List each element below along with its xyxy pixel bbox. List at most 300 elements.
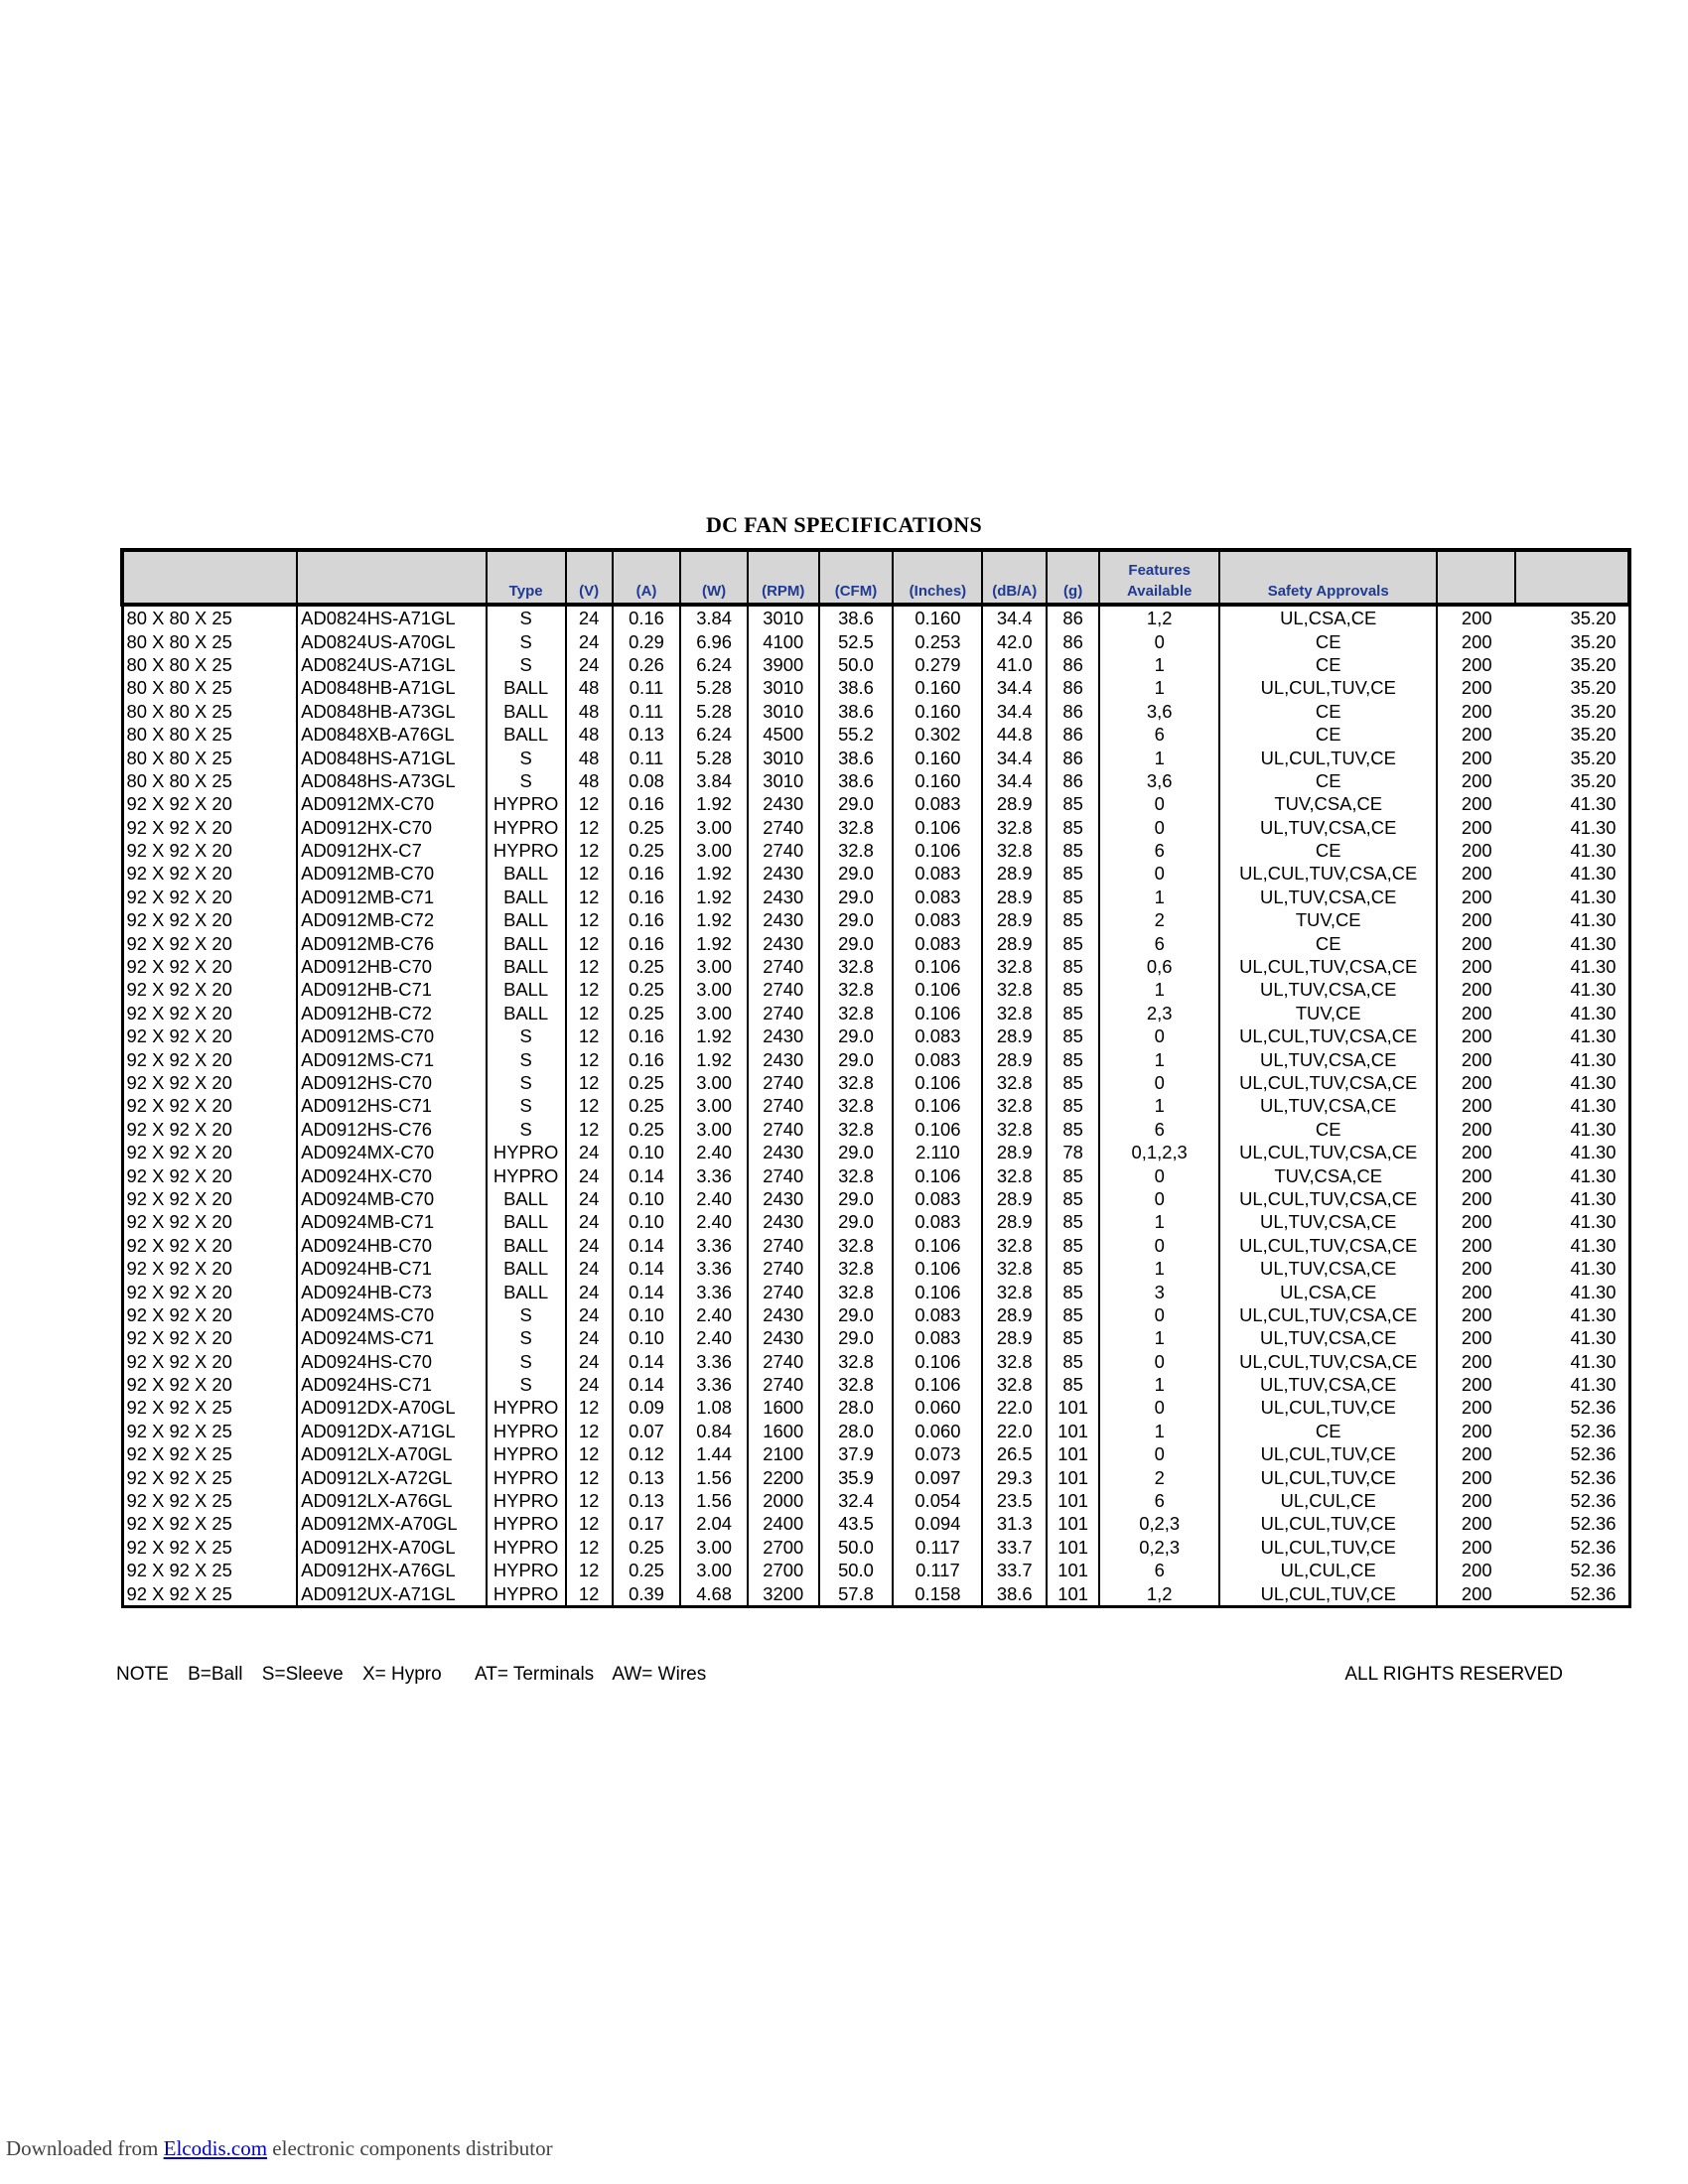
cell-amps: 0.16 — [613, 931, 681, 954]
cell-type: S — [487, 769, 566, 792]
table-row — [122, 1489, 1629, 1512]
cell-safety: UL,TUV,CSA,CE — [1219, 978, 1437, 1001]
cell-noise: 32.8 — [982, 1350, 1047, 1373]
cell-weight: 78 — [1047, 1141, 1099, 1163]
cell-pressure: 2.110 — [893, 1141, 982, 1163]
table-row — [122, 1002, 1629, 1024]
cell-qty: 200 — [1437, 1234, 1515, 1257]
cell-volts: 48 — [566, 700, 613, 723]
cell-safety: UL,TUV,CSA,CE — [1219, 1094, 1437, 1117]
cell-rpm: 3200 — [748, 1581, 819, 1606]
table-row — [122, 862, 1629, 885]
cell-safety: CE — [1219, 653, 1437, 676]
table-row — [122, 1024, 1629, 1047]
cell-type: HYPRO — [487, 1559, 566, 1581]
cell-model: AD0912DX-A71GL — [297, 1420, 487, 1442]
cell-rpm: 3010 — [748, 676, 819, 699]
table-row — [122, 1094, 1629, 1117]
cell-volts: 12 — [566, 886, 613, 908]
table-row — [122, 700, 1629, 723]
cell-type: S — [487, 1326, 566, 1349]
cell-pressure: 0.106 — [893, 1002, 982, 1024]
table-header-row — [122, 550, 1629, 605]
cell-qty: 200 — [1437, 1536, 1515, 1559]
table-row — [122, 1420, 1629, 1442]
cell-type: BALL — [487, 1210, 566, 1233]
cell-qty: 200 — [1437, 653, 1515, 676]
cell-type: S — [487, 1024, 566, 1047]
cell-features: 1 — [1099, 1094, 1219, 1117]
cell-weight: 86 — [1047, 769, 1099, 792]
cell-model: AD0848XB-A76GL — [297, 723, 487, 746]
header-safety: Safety Approvals — [1219, 550, 1437, 605]
cell-features: 6 — [1099, 1489, 1219, 1512]
cell-features: 0 — [1099, 1071, 1219, 1094]
cell-amps: 0.14 — [613, 1234, 681, 1257]
cell-cfm: 38.6 — [819, 676, 894, 699]
cell-pressure: 0.083 — [893, 1187, 982, 1210]
cell-weight: 85 — [1047, 1280, 1099, 1302]
cell-model: AD0912MS-C70 — [297, 1024, 487, 1047]
cell-safety: CE — [1219, 931, 1437, 954]
cell-volts: 24 — [566, 1350, 613, 1373]
cell-qty: 200 — [1437, 1071, 1515, 1094]
cell-weight: 86 — [1047, 746, 1099, 768]
cell-cfm: 32.8 — [819, 1350, 894, 1373]
cell-cfm: 29.0 — [819, 931, 894, 954]
cell-pressure: 0.106 — [893, 1071, 982, 1094]
cell-qty: 200 — [1437, 1303, 1515, 1326]
cell-weight: 85 — [1047, 1234, 1099, 1257]
cell-amps: 0.16 — [613, 1047, 681, 1070]
cell-price: 52.36 — [1515, 1489, 1629, 1512]
cell-cfm: 52.5 — [819, 629, 894, 652]
cell-cfm: 38.6 — [819, 769, 894, 792]
cell-type: S — [487, 1350, 566, 1373]
cell-pressure: 0.097 — [893, 1465, 982, 1488]
cell-features: 0 — [1099, 1024, 1219, 1047]
cell-noise: 28.9 — [982, 1303, 1047, 1326]
cell-weight: 85 — [1047, 1118, 1099, 1141]
cell-watts: 1.56 — [680, 1465, 748, 1488]
cell-watts: 3.36 — [680, 1163, 748, 1186]
cell-qty: 200 — [1437, 908, 1515, 931]
elcodis-link[interactable]: Elcodis.com — [163, 2136, 268, 2160]
header-amps: (A) — [613, 550, 681, 605]
cell-size: 92 X 92 X 25 — [122, 1559, 297, 1581]
cell-price: 35.20 — [1515, 700, 1629, 723]
cell-features: 1 — [1099, 746, 1219, 768]
cell-watts: 3.00 — [680, 1559, 748, 1581]
cell-size: 92 X 92 X 20 — [122, 886, 297, 908]
cell-model: AD0924HB-C70 — [297, 1234, 487, 1257]
cell-cfm: 50.0 — [819, 1536, 894, 1559]
cell-price: 41.30 — [1515, 1326, 1629, 1349]
cell-model: AD0912MB-C72 — [297, 908, 487, 931]
cell-type: HYPRO — [487, 1141, 566, 1163]
cell-cfm: 32.8 — [819, 1257, 894, 1280]
cell-weight: 101 — [1047, 1465, 1099, 1488]
cell-model: AD0924MB-C71 — [297, 1210, 487, 1233]
cell-weight: 86 — [1047, 700, 1099, 723]
table-row — [122, 1187, 1629, 1210]
cell-qty: 200 — [1437, 700, 1515, 723]
table-row — [122, 746, 1629, 768]
cell-cfm: 32.8 — [819, 816, 894, 839]
cell-weight: 85 — [1047, 1094, 1099, 1117]
cell-qty: 200 — [1437, 1163, 1515, 1186]
cell-safety: UL,TUV,CSA,CE — [1219, 886, 1437, 908]
cell-volts: 24 — [566, 629, 613, 652]
cell-pressure: 0.106 — [893, 1373, 982, 1396]
cell-amps: 0.11 — [613, 746, 681, 768]
cell-type: HYPRO — [487, 839, 566, 862]
cell-price: 35.20 — [1515, 676, 1629, 699]
cell-volts: 12 — [566, 978, 613, 1001]
cell-qty: 200 — [1437, 1489, 1515, 1512]
cell-qty: 200 — [1437, 1581, 1515, 1606]
header-size — [122, 550, 297, 605]
cell-model: AD0912LX-A70GL — [297, 1442, 487, 1465]
header-cfm: (CFM) — [819, 550, 894, 605]
cell-watts: 3.00 — [680, 816, 748, 839]
header-pressure: (Inches) — [893, 550, 982, 605]
cell-features: 2 — [1099, 1465, 1219, 1488]
cell-watts: 3.36 — [680, 1373, 748, 1396]
cell-size: 92 X 92 X 20 — [122, 1002, 297, 1024]
cell-pressure: 0.106 — [893, 1094, 982, 1117]
cell-model: AD0824US-A71GL — [297, 653, 487, 676]
cell-safety: UL,TUV,CSA,CE — [1219, 1326, 1437, 1349]
cell-pressure: 0.083 — [893, 1210, 982, 1233]
cell-qty: 200 — [1437, 1002, 1515, 1024]
cell-weight: 85 — [1047, 931, 1099, 954]
cell-type: S — [487, 1071, 566, 1094]
cell-volts: 12 — [566, 955, 613, 978]
cell-noise: 34.4 — [982, 605, 1047, 629]
cell-rpm: 1600 — [748, 1396, 819, 1419]
cell-weight: 85 — [1047, 1350, 1099, 1373]
cell-type: HYPRO — [487, 1581, 566, 1606]
cell-cfm: 29.0 — [819, 862, 894, 885]
cell-model: AD0912HB-C70 — [297, 955, 487, 978]
cell-qty: 200 — [1437, 1280, 1515, 1302]
cell-type: BALL — [487, 1234, 566, 1257]
cell-volts: 48 — [566, 746, 613, 768]
cell-amps: 0.13 — [613, 1489, 681, 1512]
cell-size: 92 X 92 X 20 — [122, 978, 297, 1001]
cell-safety: UL,TUV,CSA,CE — [1219, 1373, 1437, 1396]
cell-noise: 28.9 — [982, 1141, 1047, 1163]
cell-safety: UL,TUV,CSA,CE — [1219, 1257, 1437, 1280]
cell-size: 80 X 80 X 25 — [122, 723, 297, 746]
cell-amps: 0.25 — [613, 1071, 681, 1094]
cell-price: 41.30 — [1515, 792, 1629, 815]
cell-volts: 24 — [566, 1141, 613, 1163]
cell-safety: UL,TUV,CSA,CE — [1219, 816, 1437, 839]
table-row — [122, 886, 1629, 908]
cell-rpm: 2430 — [748, 792, 819, 815]
table-row — [122, 1536, 1629, 1559]
cell-pressure: 0.106 — [893, 1234, 982, 1257]
cell-weight: 85 — [1047, 1326, 1099, 1349]
cell-watts: 0.84 — [680, 1420, 748, 1442]
cell-size: 92 X 92 X 20 — [122, 839, 297, 862]
cell-weight: 85 — [1047, 1187, 1099, 1210]
cell-model: AD0848HB-A71GL — [297, 676, 487, 699]
cell-model: AD0912MX-C70 — [297, 792, 487, 815]
cell-price: 41.30 — [1515, 955, 1629, 978]
cell-rpm: 2400 — [748, 1512, 819, 1535]
cell-size: 92 X 92 X 25 — [122, 1442, 297, 1465]
cell-features: 0,2,3 — [1099, 1536, 1219, 1559]
cell-cfm: 29.0 — [819, 1303, 894, 1326]
cell-pressure: 0.106 — [893, 1350, 982, 1373]
table-row — [122, 908, 1629, 931]
cell-price: 41.30 — [1515, 1280, 1629, 1302]
cell-cfm: 43.5 — [819, 1512, 894, 1535]
cell-noise: 32.8 — [982, 1373, 1047, 1396]
cell-amps: 0.09 — [613, 1396, 681, 1419]
cell-watts: 3.84 — [680, 769, 748, 792]
cell-pressure: 0.106 — [893, 839, 982, 862]
cell-volts: 12 — [566, 839, 613, 862]
cell-volts: 24 — [566, 1257, 613, 1280]
cell-size: 92 X 92 X 20 — [122, 1373, 297, 1396]
cell-amps: 0.16 — [613, 792, 681, 815]
cell-price: 52.36 — [1515, 1396, 1629, 1419]
cell-features: 6 — [1099, 931, 1219, 954]
cell-amps: 0.13 — [613, 723, 681, 746]
cell-features: 1,2 — [1099, 1581, 1219, 1606]
cell-rpm: 1600 — [748, 1420, 819, 1442]
cell-features: 0 — [1099, 1442, 1219, 1465]
cell-pressure: 0.060 — [893, 1420, 982, 1442]
cell-size: 92 X 92 X 25 — [122, 1420, 297, 1442]
cell-size: 92 X 92 X 20 — [122, 816, 297, 839]
cell-amps: 0.16 — [613, 1024, 681, 1047]
cell-watts: 3.84 — [680, 605, 748, 629]
cell-rpm: 2740 — [748, 978, 819, 1001]
cell-noise: 28.9 — [982, 886, 1047, 908]
cell-features: 0,1,2,3 — [1099, 1141, 1219, 1163]
cell-amps: 0.14 — [613, 1257, 681, 1280]
download-footer — [6, 2136, 553, 2161]
cell-type: HYPRO — [487, 1442, 566, 1465]
cell-features: 6 — [1099, 1118, 1219, 1141]
cell-features: 0 — [1099, 1396, 1219, 1419]
cell-qty: 200 — [1437, 792, 1515, 815]
cell-noise: 34.4 — [982, 746, 1047, 768]
cell-model: AD0912HX-A70GL — [297, 1536, 487, 1559]
cell-model: AD0912HB-C71 — [297, 978, 487, 1001]
cell-watts: 4.68 — [680, 1581, 748, 1606]
cell-price: 41.30 — [1515, 1024, 1629, 1047]
cell-amps: 0.14 — [613, 1163, 681, 1186]
header-watts: (W) — [680, 550, 748, 605]
cell-noise: 42.0 — [982, 629, 1047, 652]
cell-safety: UL,CUL,TUV,CE — [1219, 746, 1437, 768]
cell-pressure: 0.083 — [893, 908, 982, 931]
cell-safety: UL,CUL,TUV,CSA,CE — [1219, 862, 1437, 885]
cell-price: 52.36 — [1515, 1536, 1629, 1559]
cell-weight: 85 — [1047, 839, 1099, 862]
cell-price: 35.20 — [1515, 769, 1629, 792]
cell-safety: CE — [1219, 1420, 1437, 1442]
cell-size: 92 X 92 X 20 — [122, 1280, 297, 1302]
cell-weight: 101 — [1047, 1396, 1099, 1419]
cell-weight: 86 — [1047, 653, 1099, 676]
cell-watts: 2.40 — [680, 1187, 748, 1210]
table-row — [122, 1350, 1629, 1373]
table-row — [122, 1326, 1629, 1349]
cell-type: HYPRO — [487, 1396, 566, 1419]
cell-features: 0 — [1099, 1350, 1219, 1373]
cell-weight: 86 — [1047, 676, 1099, 699]
cell-features: 0,6 — [1099, 955, 1219, 978]
cell-type: HYPRO — [487, 1465, 566, 1488]
cell-noise: 32.8 — [982, 839, 1047, 862]
cell-qty: 200 — [1437, 1559, 1515, 1581]
header-type: Type — [487, 550, 566, 605]
cell-model: AD0912HS-C70 — [297, 1071, 487, 1094]
cell-rpm: 2740 — [748, 1094, 819, 1117]
cell-model: AD0848HS-A71GL — [297, 746, 487, 768]
cell-watts: 1.92 — [680, 1024, 748, 1047]
cell-watts: 3.00 — [680, 1536, 748, 1559]
cell-noise: 32.8 — [982, 816, 1047, 839]
cell-amps: 0.25 — [613, 1559, 681, 1581]
table-row — [122, 1465, 1629, 1488]
table-row — [122, 1303, 1629, 1326]
cell-cfm: 29.0 — [819, 1326, 894, 1349]
cell-safety: TUV,CE — [1219, 908, 1437, 931]
cell-cfm: 38.6 — [819, 605, 894, 629]
table-body — [122, 605, 1629, 1606]
cell-features: 0 — [1099, 792, 1219, 815]
cell-noise: 34.4 — [982, 700, 1047, 723]
cell-model: AD0912HX-C70 — [297, 816, 487, 839]
cell-rpm: 2700 — [748, 1536, 819, 1559]
cell-size: 92 X 92 X 20 — [122, 1187, 297, 1210]
cell-rpm: 3010 — [748, 746, 819, 768]
cell-weight: 85 — [1047, 1163, 1099, 1186]
cell-type: S — [487, 1047, 566, 1070]
cell-model: AD0924HX-C70 — [297, 1163, 487, 1186]
cell-price: 41.30 — [1515, 1118, 1629, 1141]
cell-type: BALL — [487, 1002, 566, 1024]
cell-price: 41.30 — [1515, 1234, 1629, 1257]
note-label: NOTE — [116, 1664, 169, 1685]
cell-type: BALL — [487, 1280, 566, 1302]
cell-price: 41.30 — [1515, 886, 1629, 908]
cell-size: 80 X 80 X 25 — [122, 629, 297, 652]
cell-weight: 85 — [1047, 816, 1099, 839]
footer-suffix: electronic components distributor — [272, 2136, 553, 2160]
cell-cfm: 35.9 — [819, 1465, 894, 1488]
cell-price: 35.20 — [1515, 653, 1629, 676]
header-rpm: (RPM) — [748, 550, 819, 605]
cell-watts: 1.92 — [680, 792, 748, 815]
header-model — [297, 550, 487, 605]
cell-volts: 12 — [566, 931, 613, 954]
cell-qty: 200 — [1437, 1512, 1515, 1535]
cell-size: 92 X 92 X 20 — [122, 1163, 297, 1186]
cell-cfm: 55.2 — [819, 723, 894, 746]
cell-rpm: 3010 — [748, 700, 819, 723]
cell-features: 3,6 — [1099, 700, 1219, 723]
cell-price: 41.30 — [1515, 862, 1629, 885]
cell-size: 92 X 92 X 20 — [122, 792, 297, 815]
cell-qty: 200 — [1437, 769, 1515, 792]
cell-pressure: 0.106 — [893, 816, 982, 839]
cell-cfm: 38.6 — [819, 746, 894, 768]
cell-rpm: 2100 — [748, 1442, 819, 1465]
cell-watts: 3.36 — [680, 1234, 748, 1257]
cell-features: 0 — [1099, 1187, 1219, 1210]
cell-watts: 3.00 — [680, 839, 748, 862]
cell-watts: 5.28 — [680, 700, 748, 723]
cell-pressure: 0.106 — [893, 955, 982, 978]
cell-pressure: 0.083 — [893, 862, 982, 885]
cell-safety: CE — [1219, 629, 1437, 652]
cell-features: 2,3 — [1099, 1002, 1219, 1024]
cell-volts: 12 — [566, 1002, 613, 1024]
cell-cfm: 29.0 — [819, 1210, 894, 1233]
cell-watts: 1.08 — [680, 1396, 748, 1419]
table-row — [122, 605, 1629, 629]
cell-model: AD0912HB-C72 — [297, 1002, 487, 1024]
cell-noise: 44.8 — [982, 723, 1047, 746]
cell-qty: 200 — [1437, 1024, 1515, 1047]
table-row — [122, 839, 1629, 862]
cell-qty: 200 — [1437, 886, 1515, 908]
cell-features: 1 — [1099, 1373, 1219, 1396]
cell-watts: 3.36 — [680, 1350, 748, 1373]
cell-amps: 0.11 — [613, 676, 681, 699]
cell-model: AD0848HB-A73GL — [297, 700, 487, 723]
cell-safety: UL,CSA,CE — [1219, 605, 1437, 629]
cell-safety: TUV,CE — [1219, 1002, 1437, 1024]
cell-noise: 26.5 — [982, 1442, 1047, 1465]
cell-amps: 0.16 — [613, 886, 681, 908]
cell-cfm: 29.0 — [819, 1187, 894, 1210]
cell-features: 1 — [1099, 978, 1219, 1001]
cell-type: BALL — [487, 908, 566, 931]
cell-qty: 200 — [1437, 629, 1515, 652]
table-row — [122, 1210, 1629, 1233]
cell-cfm: 32.8 — [819, 839, 894, 862]
cell-price: 41.30 — [1515, 1373, 1629, 1396]
cell-amps: 0.10 — [613, 1303, 681, 1326]
cell-pressure: 0.083 — [893, 1047, 982, 1070]
cell-safety: CE — [1219, 1118, 1437, 1141]
cell-noise: 32.8 — [982, 1094, 1047, 1117]
cell-pressure: 0.106 — [893, 1163, 982, 1186]
cell-model: AD0912HX-A76GL — [297, 1559, 487, 1581]
table-row — [122, 1141, 1629, 1163]
cell-cfm: 57.8 — [819, 1581, 894, 1606]
cell-cfm: 32.8 — [819, 1234, 894, 1257]
cell-rpm: 2430 — [748, 1187, 819, 1210]
cell-features: 6 — [1099, 723, 1219, 746]
cell-rpm: 3010 — [748, 605, 819, 629]
cell-amps: 0.07 — [613, 1420, 681, 1442]
cell-weight: 85 — [1047, 908, 1099, 931]
cell-noise: 31.3 — [982, 1512, 1047, 1535]
cell-watts: 2.40 — [680, 1210, 748, 1233]
cell-type: BALL — [487, 1187, 566, 1210]
